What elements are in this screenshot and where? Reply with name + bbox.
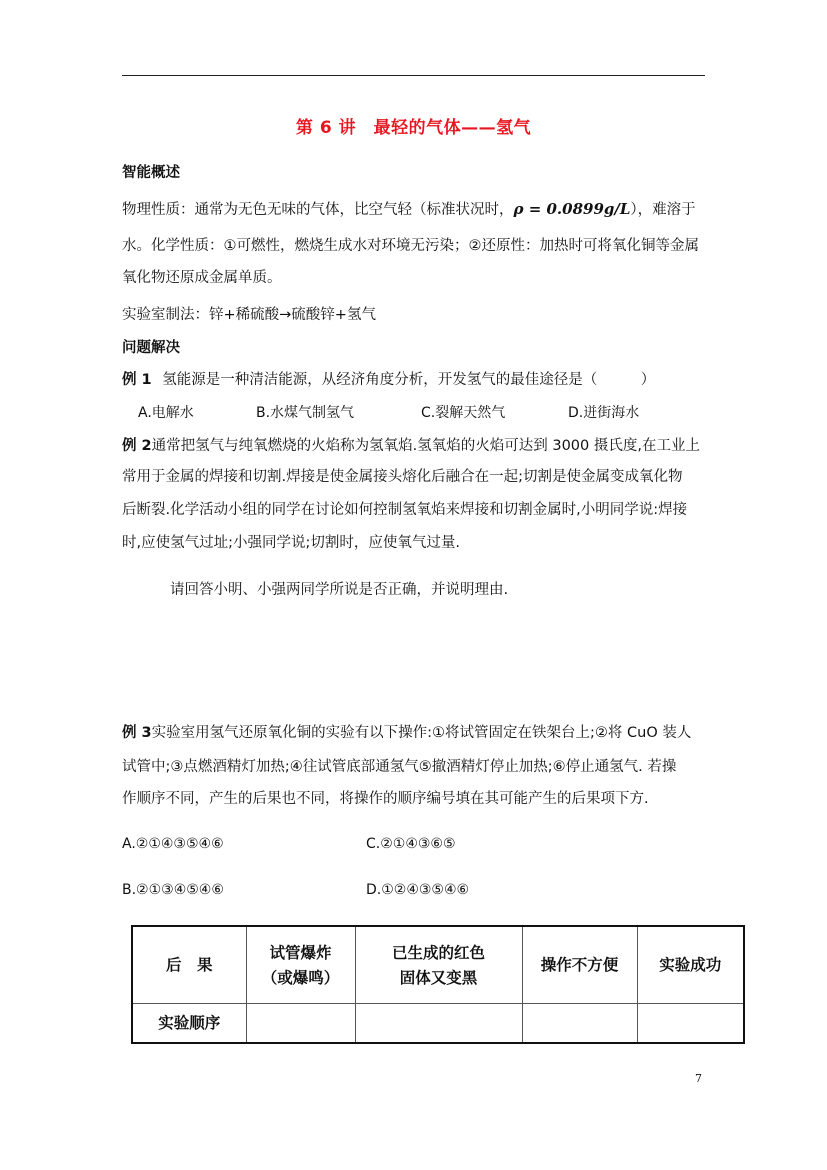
- header-rule: [122, 75, 705, 76]
- cell-answer-4[interactable]: [637, 1003, 744, 1043]
- ex1-option-a: A.电解水: [138, 405, 194, 421]
- cell-answer-2[interactable]: [355, 1003, 522, 1043]
- example-2-line-3: 后断裂.化学活动小组的同学在讨论如何控制氢氧焰来焊接和切割金属时,小明同学说:焊接: [122, 502, 688, 518]
- section-heading-overview: 智能概述: [122, 165, 180, 181]
- example-3-line-1: [122, 723, 691, 743]
- page-title: 第 6 讲 最轻的气体——氢气: [295, 118, 532, 138]
- example-2-line-2: 常用于金属的焊接和切割.焊接是使金属接头熔化后融合在一起;切割是使金属变成氧化物: [122, 469, 683, 485]
- example-1: [122, 370, 655, 390]
- physical-suffix: ），难溶于: [630, 202, 696, 218]
- example-3-label: 例 3: [122, 725, 152, 741]
- results-order-row: [132, 1003, 744, 1043]
- example-1-text: 氢能源是一种清洁能源，从经济角度分析，开发氢气的最佳途径是（ ）: [162, 372, 656, 388]
- results-header-row: [132, 926, 744, 1003]
- ex3-option-a: A.②①④③⑤④⑥: [122, 836, 224, 852]
- example-3-text-1: 实验室用氢气还原氧化铜的实验有以下操作:①将试管固定在铁架台上;②将 CuO 装人: [151, 725, 692, 741]
- ex1-option-c: C.裂解天然气: [421, 405, 506, 421]
- page-number: 7: [695, 1072, 702, 1085]
- results-table: [131, 925, 745, 1044]
- ex3-option-d: D.①②④③⑤④⑥: [366, 882, 470, 898]
- header-red-turns-black: 已生成的红色 固体又变黑: [355, 926, 522, 1003]
- example-2-label: 例 2: [122, 438, 152, 454]
- physical-properties-line: [122, 199, 696, 220]
- header-consequence: 后 果: [132, 926, 246, 1003]
- example-2-text-1: 通常把氢气与纯氧燃烧的火焰称为氢氧焰.氢氧焰的火焰可达到 3000 摄氏度,在工业上: [151, 438, 700, 454]
- physical-prefix: 物理性质：通常为无色无味的气体，比空气轻（标准状况时，: [122, 202, 514, 218]
- example-3-line-2: 试管中;③点燃酒精灯加热;④往试管底部通氢气⑤撤酒精灯停止加热;⑥停止通氢气. 若操: [122, 759, 677, 775]
- chemical-properties-line-2: 氧化物还原成金属单质。: [122, 270, 282, 286]
- example-1-label: 例 1: [122, 372, 152, 388]
- row-label-order: 实验顺序: [132, 1003, 246, 1043]
- example-3-line-3: 作顺序不同，产生的后果也不同，将操作的顺序编号填在其可能产生的后果项下方.: [122, 791, 649, 807]
- lab-method-line: 实验室制法：锌+稀硫酸→硫酸锌+氢气: [122, 307, 376, 323]
- ex3-option-b: B.②①③④⑤④⑥: [122, 882, 224, 898]
- example-2-line-4: 时,应使氢气过址;小强同学说;切割时，应使氧气过量.: [122, 535, 460, 551]
- cell-answer-1[interactable]: [246, 1003, 355, 1043]
- header-success: 实验成功: [637, 926, 744, 1003]
- example-2-line-1: [122, 436, 700, 456]
- example-2-question: 请回答小明、小强两同学所说是否正确，并说明理由.: [170, 582, 509, 598]
- section-heading-problems: 问题解决: [122, 340, 180, 356]
- ex3-option-c: C.②①④③⑥⑤: [366, 836, 456, 852]
- cell-answer-3[interactable]: [522, 1003, 637, 1043]
- header-tube-explode: 试管爆炸 （或爆鸣）: [246, 926, 355, 1003]
- ex1-option-b: B.水煤气制氢气: [256, 405, 355, 421]
- ex1-option-d: D.迸街海水: [568, 405, 640, 421]
- chemical-properties-line: 水。化学性质：①可燃性，燃烧生成水对环境无污染；②还原性：加热时可将氧化铜等金属: [122, 238, 699, 254]
- header-inconvenient: 操作不方便: [522, 926, 637, 1003]
- density-formula: ρ = 0.0899g/L: [513, 200, 631, 218]
